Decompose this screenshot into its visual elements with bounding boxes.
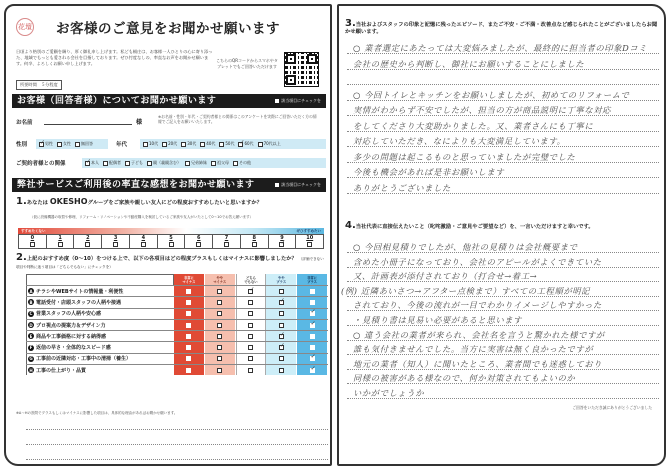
grid-cell[interactable]: [236, 342, 267, 352]
grid-column-header: 非常に マイナス: [174, 274, 205, 285]
grid-row-a: [26, 285, 328, 296]
grid-header-blank: [26, 274, 174, 285]
grid-row-text: 商品や工事価格に対する納得感: [36, 333, 107, 340]
scale-number: 7: [224, 235, 229, 241]
qr-caption: こちらのQRコードからスマホやタブレットでもご回答いただけます: [216, 58, 278, 69]
grid-cell[interactable]: [236, 297, 267, 307]
grid-cell[interactable]: [174, 297, 205, 307]
grid-cell[interactable]: [236, 365, 267, 375]
handwritten-text: ○ 今回相見積りでしたが、他社の見積りは会社概要まで: [353, 242, 578, 252]
checkbox[interactable]: [279, 356, 284, 361]
grid-column-header: やや マイナス: [205, 274, 236, 285]
checkbox[interactable]: [103, 161, 108, 166]
scale-option-10[interactable]: [296, 235, 323, 248]
grid-row-text: 工事前の近隣対応・工事中の清掃（養生）: [36, 356, 132, 363]
feedback-section-header: [12, 178, 326, 192]
grid-cell[interactable]: [297, 365, 328, 375]
handwritten-text: いかがでしょうか: [353, 388, 425, 398]
check-note: 該当項目にチェックを: [275, 94, 321, 108]
stamp-logo-icon: 花壇: [16, 18, 34, 36]
impact-rating-grid: [26, 274, 328, 375]
grid-row-text: 返信の早さ・全体的なスピード感: [36, 345, 111, 352]
grid-row-text: 工事の仕上がり・品質: [36, 367, 87, 374]
letter-f-icon: F: [29, 345, 33, 351]
checkbox[interactable]: [279, 368, 284, 373]
checkbox[interactable]: [143, 142, 148, 147]
checkbox[interactable]: [217, 311, 222, 316]
handwritten-text: 誰も気付きませんでした。当方に実害は無く良かったですが: [353, 344, 594, 355]
checkbox[interactable]: [186, 345, 191, 350]
gender-label: 性別: [16, 142, 28, 148]
grid-row-c: [26, 308, 328, 319]
relation-option-label: 配偶者: [109, 160, 121, 165]
brand-name: OKESHO: [49, 197, 88, 206]
grid-row-label: [26, 354, 174, 364]
gender-options: [36, 139, 108, 149]
checkbox[interactable]: [186, 334, 191, 339]
relation-option[interactable]: [103, 160, 121, 166]
checkbox[interactable]: [217, 368, 222, 373]
grid-cell[interactable]: [266, 309, 297, 319]
name-field[interactable]: [44, 124, 132, 125]
scale-number: 5: [169, 235, 173, 241]
scale-number: 4: [141, 235, 146, 241]
scale-number: 8: [252, 235, 256, 241]
handwritten-text: ありがとうございました: [353, 182, 451, 193]
grid-cell[interactable]: [174, 320, 205, 330]
relation-option[interactable]: [147, 160, 181, 166]
check-note: 該当項目にチェックを: [275, 178, 321, 192]
checkbox[interactable]: [186, 311, 191, 316]
handwritten-text: をしてくださり大変助かりました。又、業者さんにも丁寧に: [353, 120, 594, 131]
checkbox[interactable]: [200, 142, 205, 147]
checkbox[interactable]: [258, 142, 263, 147]
time-required-badge: 所要時間 ５分程度: [16, 80, 62, 90]
grid-header: [26, 274, 328, 285]
checkbox[interactable]: [162, 142, 167, 147]
checkbox[interactable]: [186, 368, 191, 373]
relation-option[interactable]: [85, 160, 99, 166]
checkbox[interactable]: [233, 161, 238, 166]
checkbox[interactable]: [39, 142, 44, 147]
relation-option-label: その他: [239, 160, 251, 165]
checkbox[interactable]: [252, 242, 257, 247]
handwritten-text: (例) 近隣あいさつ→アフター点検まで）すべての工程順が明記: [341, 285, 591, 296]
relation-option-label: 兄弟姉妹: [191, 160, 207, 165]
customer-section-header: [12, 94, 326, 108]
grid-row-text: 電話受付・店頭スタッフの人柄や接遇: [36, 299, 122, 306]
grid-cell[interactable]: [236, 309, 267, 319]
grid-column-header: どちら でもない: [236, 274, 267, 285]
handwritten-text: されており、今後の流れが一目でわかりイメージしやすかった: [353, 300, 602, 311]
page-title: お客様のご意見をお聞かせ願います: [56, 21, 280, 37]
handwritten-text: 実情がわからず不安でしたが、担当の方が商品説明に丁寧な対応: [353, 105, 612, 115]
checkbox[interactable]: [279, 242, 284, 247]
letter-h-icon: H: [29, 367, 33, 373]
relation-option-label: 親（義親含む）: [153, 160, 181, 165]
grid-column-header: やや プラス: [266, 274, 297, 285]
checkbox[interactable]: [169, 242, 174, 247]
checkbox[interactable]: [186, 289, 191, 294]
grid-cell[interactable]: [266, 331, 297, 341]
grid-cell[interactable]: [236, 354, 267, 364]
name-label: お名前: [16, 120, 33, 126]
checkbox[interactable]: [279, 289, 284, 294]
relation-option-label: 祖父母: [217, 160, 229, 165]
grid-cell[interactable]: [174, 354, 205, 364]
checkbox[interactable]: [58, 242, 63, 247]
checkbox[interactable]: [224, 242, 229, 247]
scale-option-0[interactable]: [19, 235, 47, 248]
checkbox[interactable]: [217, 300, 222, 305]
gender-option[interactable]: [75, 141, 93, 147]
checkbox[interactable]: [217, 345, 222, 350]
checkbox[interactable]: [196, 242, 201, 247]
relation-options: [82, 158, 326, 168]
grid-cell[interactable]: [174, 331, 205, 341]
ruled-line: [347, 84, 659, 85]
grid-cell[interactable]: [174, 342, 205, 352]
letter-a-icon: A: [29, 288, 33, 294]
handwritten-text: ○ 違う会社の業者が来られ、会社名を言うと驚かれた様ですが: [353, 329, 605, 340]
checkbox[interactable]: [217, 289, 222, 294]
grid-row-label: [26, 342, 174, 352]
grid-cell[interactable]: [205, 320, 236, 330]
grid-cell[interactable]: [205, 365, 236, 375]
age-options: [140, 139, 326, 149]
age-option[interactable]: [143, 141, 158, 147]
age-option[interactable]: [200, 141, 215, 147]
grid-cell[interactable]: [174, 365, 205, 375]
grid-cell[interactable]: [236, 331, 267, 341]
checkbox[interactable]: [248, 368, 253, 373]
letter-b-icon: B: [29, 299, 33, 305]
checkbox[interactable]: [75, 142, 80, 147]
q1-title: 1.あなたは OKESHOグループをご家族や親しい友人にどの程度おすすめしたいと思いますか？: [16, 196, 262, 207]
age-option-label: 40代: [206, 141, 216, 146]
handwritten-text: ○ 今回トイレとキッチンをお願いしましたが、初めてのリフォームで: [353, 89, 630, 100]
gender-option[interactable]: [57, 141, 71, 147]
age-option[interactable]: [162, 141, 177, 147]
checkbox[interactable]: [279, 323, 284, 328]
letter-c-icon: C: [29, 311, 33, 317]
checkbox[interactable]: [279, 345, 284, 350]
grid-cell[interactable]: [205, 286, 236, 296]
handwritten-text: 同様の被害がある様なので、何か対策されてもよいのか: [353, 373, 576, 384]
checkbox[interactable]: [85, 161, 90, 166]
handwritten-text: 会社の歴史から判断し、御社にお願いすることにしました: [353, 58, 585, 69]
scale-number: 1: [58, 235, 62, 241]
grid-cell[interactable]: [266, 286, 297, 296]
checkbox[interactable]: [248, 356, 253, 361]
intro-text: 日頃より格別のご愛顧を賜り、厚く御礼申し上げます。私ども桶庄は、お客様一人ひとりの心に寄り添った、地域でもっとも愛される会社を目指しております。ぜひ忖度なしの、率直なお声をお聞かせ願います。何卒、よろしくお願い申し上げます。: [16, 49, 213, 67]
scale-number: 6: [197, 235, 201, 241]
q2-note: ※A〜Hの設問でプラスもしくはマイナスに影響した項目は、具体的な理由があればお聞かせ願います。: [16, 411, 178, 415]
checkbox[interactable]: [125, 161, 130, 166]
scale-high-label: ぜひすすめたい: [296, 228, 321, 233]
scale-option-3[interactable]: [102, 235, 130, 248]
checkbox[interactable]: [310, 323, 315, 328]
relation-option-label: 本人: [91, 160, 99, 165]
handwritten-text: 地元の業者（知人）に聞いたところ、業者間でも迷惑しており: [353, 358, 603, 369]
grid-row-label: [26, 365, 174, 375]
answer-line[interactable]: [26, 444, 328, 445]
checkbox[interactable]: [310, 300, 315, 305]
survey-right-page: [337, 4, 666, 466]
handwritten-text: 又、計画表が添付されており（打合せ→着工→: [353, 271, 538, 282]
checkbox-legend-icon: [275, 183, 279, 187]
answer-line[interactable]: [26, 459, 328, 460]
scale-low-label: すすめたくない: [21, 228, 46, 233]
checkbox[interactable]: [186, 300, 191, 305]
age-option-label: 50代: [225, 141, 235, 146]
checkbox[interactable]: [186, 356, 191, 361]
checkbox[interactable]: [85, 242, 90, 247]
handwritten-text: 対応していただき、なによりも大変満足しています。: [353, 136, 566, 146]
name-suffix: 様: [136, 119, 143, 126]
age-option[interactable]: [258, 141, 281, 147]
grid-row-label: [26, 286, 174, 296]
grid-cell[interactable]: [236, 286, 267, 296]
grid-cell[interactable]: [205, 354, 236, 364]
grid-cell[interactable]: [205, 331, 236, 341]
grid-row-h: [26, 364, 328, 375]
grid-row-label: [26, 297, 174, 307]
grid-cell[interactable]: [297, 297, 328, 307]
checkbox[interactable]: [219, 142, 224, 147]
checkbox[interactable]: [248, 323, 253, 328]
checkbox[interactable]: [30, 242, 35, 247]
scale-option-6[interactable]: [185, 235, 213, 248]
customer-section-title: お客様（回答者様）についてお聞かせ願います: [17, 96, 217, 106]
relation-option[interactable]: [125, 160, 143, 166]
grid-row-text: プロ視点の提案力＆デザイン力: [36, 322, 106, 329]
grid-row-b: [26, 296, 328, 307]
gender-option-label: 男性: [45, 141, 53, 146]
gender-option-label: 女性: [63, 141, 71, 146]
checkbox[interactable]: [141, 242, 146, 247]
checkbox[interactable]: [279, 311, 284, 316]
checkbox[interactable]: [310, 356, 315, 361]
grid-cell[interactable]: [266, 342, 297, 352]
checkbox[interactable]: [279, 300, 284, 305]
qr-code-icon[interactable]: [284, 52, 319, 87]
name-note: ※お名前・性別・年代・ご契約者様との関係はこのアンケートを実際にご回答いただく方の情報でご記入をお願いいたします。: [158, 114, 317, 124]
age-option-label: 70代以上: [263, 141, 281, 146]
scale-number: 9: [280, 235, 284, 241]
checkbox[interactable]: [217, 323, 222, 328]
checkbox[interactable]: [310, 345, 315, 350]
scale-option-5[interactable]: [158, 235, 186, 248]
checkbox[interactable]: [310, 289, 315, 294]
grid-cell[interactable]: [297, 354, 328, 364]
grid-cell[interactable]: [205, 309, 236, 319]
grid-cell[interactable]: [205, 297, 236, 307]
grid-row-label: [26, 320, 174, 330]
answer-line[interactable]: [26, 429, 328, 430]
grid-cell[interactable]: [266, 297, 297, 307]
survey-left-page: [4, 4, 332, 466]
scale-option-2[interactable]: [74, 235, 102, 248]
handwritten-text: 含めた小冊子になっており、会社のアピールがよくできていた: [353, 256, 602, 267]
scale-number: 10: [306, 235, 314, 241]
age-option-label: 30代: [187, 141, 197, 146]
relation-option[interactable]: [233, 160, 251, 166]
grid-cell[interactable]: [297, 320, 328, 330]
grid-cell[interactable]: [297, 342, 328, 352]
checkbox[interactable]: [279, 334, 284, 339]
checkbox[interactable]: [217, 334, 222, 339]
handwritten-text: ・見積り書は見易い必要があると思います: [353, 315, 523, 325]
grid-row-text: 営業スタッフの人柄や安心感: [36, 311, 102, 318]
grid-row-label: [26, 309, 174, 319]
age-option-label: 20代: [168, 141, 178, 146]
relation-option-label: 子ども: [131, 160, 143, 165]
letter-e-icon: E: [29, 333, 33, 339]
age-option[interactable]: [181, 141, 196, 147]
thanks-note: ご回答をいただき誠にありがとうございました: [572, 405, 652, 410]
checkbox[interactable]: [310, 334, 315, 339]
grid-cell[interactable]: [236, 320, 267, 330]
grid-cell[interactable]: [297, 309, 328, 319]
grid-cell[interactable]: [266, 365, 297, 375]
checkbox[interactable]: [248, 289, 253, 294]
q2-title: 2.上記のおすすめ度（0〜10）をつける上で、以下の各項目はどの程度プラスもしくはマイナスに影響しましたか？ （評価できない項目や判断に迷う項目は「どちらでもない」にチェックを）: [16, 252, 324, 269]
grid-cell[interactable]: [174, 286, 205, 296]
checkbox[interactable]: [248, 300, 253, 305]
checkbox[interactable]: [238, 142, 243, 147]
scale-number: 0: [30, 235, 35, 241]
checkbox[interactable]: [307, 242, 312, 247]
grid-cell[interactable]: [266, 354, 297, 364]
scale-number: 2: [86, 235, 90, 241]
age-option[interactable]: [219, 141, 234, 147]
scale-option-8[interactable]: [241, 235, 269, 248]
q3-title: 3.当社およびスタッフの印象と記憶に残ったエピソード、またご不安・ご不満・改善点など感じられたことがございましたらお聞かせ願います。: [345, 18, 658, 35]
q1-subtext: （仮に設備機器の取替や修理、リフォーム・リノベーションや不動産購入を検討しているご家族や友人がいたとして0〜10でお答え願います）: [30, 215, 254, 219]
checkbox[interactable]: [185, 161, 190, 166]
checkbox[interactable]: [217, 356, 222, 361]
letter-g-icon: G: [29, 356, 33, 362]
checkbox[interactable]: [248, 311, 253, 316]
grid-row-text: チラシやWEBサイトの情報量・利便性: [36, 288, 124, 295]
handwritten-text: ○ 業者選定にあたっては大変悩みましたが、最終的に担当者の印象Dコミ: [353, 43, 648, 53]
age-option[interactable]: [238, 141, 253, 147]
checkbox[interactable]: [211, 161, 216, 166]
checkbox[interactable]: [310, 311, 315, 316]
grid-cell[interactable]: [266, 320, 297, 330]
grid-cell[interactable]: [297, 331, 328, 341]
checkbox-legend-icon: [275, 99, 279, 103]
checkbox[interactable]: [113, 242, 118, 247]
checkbox[interactable]: [186, 323, 191, 328]
grid-row-label: [26, 331, 174, 341]
gender-option[interactable]: [39, 141, 53, 147]
checkbox[interactable]: [181, 142, 186, 147]
letter-d-icon: D: [29, 322, 33, 328]
relation-label: ご契約者様との関係: [16, 161, 66, 167]
checkbox[interactable]: [147, 161, 152, 166]
age-label: 年代: [116, 142, 128, 148]
gender-option-label: 無回答: [81, 141, 93, 146]
scale-option-7[interactable]: [213, 235, 241, 248]
handwritten-text: 今後も機会があれば是非お願いします: [353, 167, 505, 177]
grid-cell[interactable]: [174, 309, 205, 319]
q4-title: 4.当社代表に直接伝えたいこと（叱咤激励・ご意見やご要望など）を、一言いただけますと幸いです。: [345, 220, 594, 231]
grid-cell[interactable]: [205, 342, 236, 352]
checkbox[interactable]: [57, 142, 62, 147]
feedback-section-title: 弊社サービスご利用後の率直な感想をお聞かせ願います: [17, 180, 255, 190]
relation-option[interactable]: [185, 160, 207, 166]
checkbox[interactable]: [310, 368, 315, 373]
grid-row-f: [26, 341, 328, 352]
nps-scale: [18, 234, 324, 249]
scale-option-4[interactable]: [130, 235, 158, 248]
grid-row-g: [26, 353, 328, 364]
scale-number: 3: [113, 235, 118, 241]
grid-column-header: 非常に プラス: [297, 274, 328, 285]
checkbox[interactable]: [248, 334, 253, 339]
handwritten-text: 多少の問題は起こるものと思っていましたが完璧でした: [353, 151, 576, 162]
relation-option[interactable]: [211, 160, 229, 166]
age-option-label: 10代: [149, 141, 159, 146]
checkbox[interactable]: [248, 345, 253, 350]
grid-cell[interactable]: [297, 286, 328, 296]
age-option-label: 60代: [244, 141, 254, 146]
scale-option-9[interactable]: [269, 235, 297, 248]
scale-option-1[interactable]: [47, 235, 75, 248]
grid-row-e: [26, 330, 328, 341]
grid-row-d: [26, 319, 328, 330]
